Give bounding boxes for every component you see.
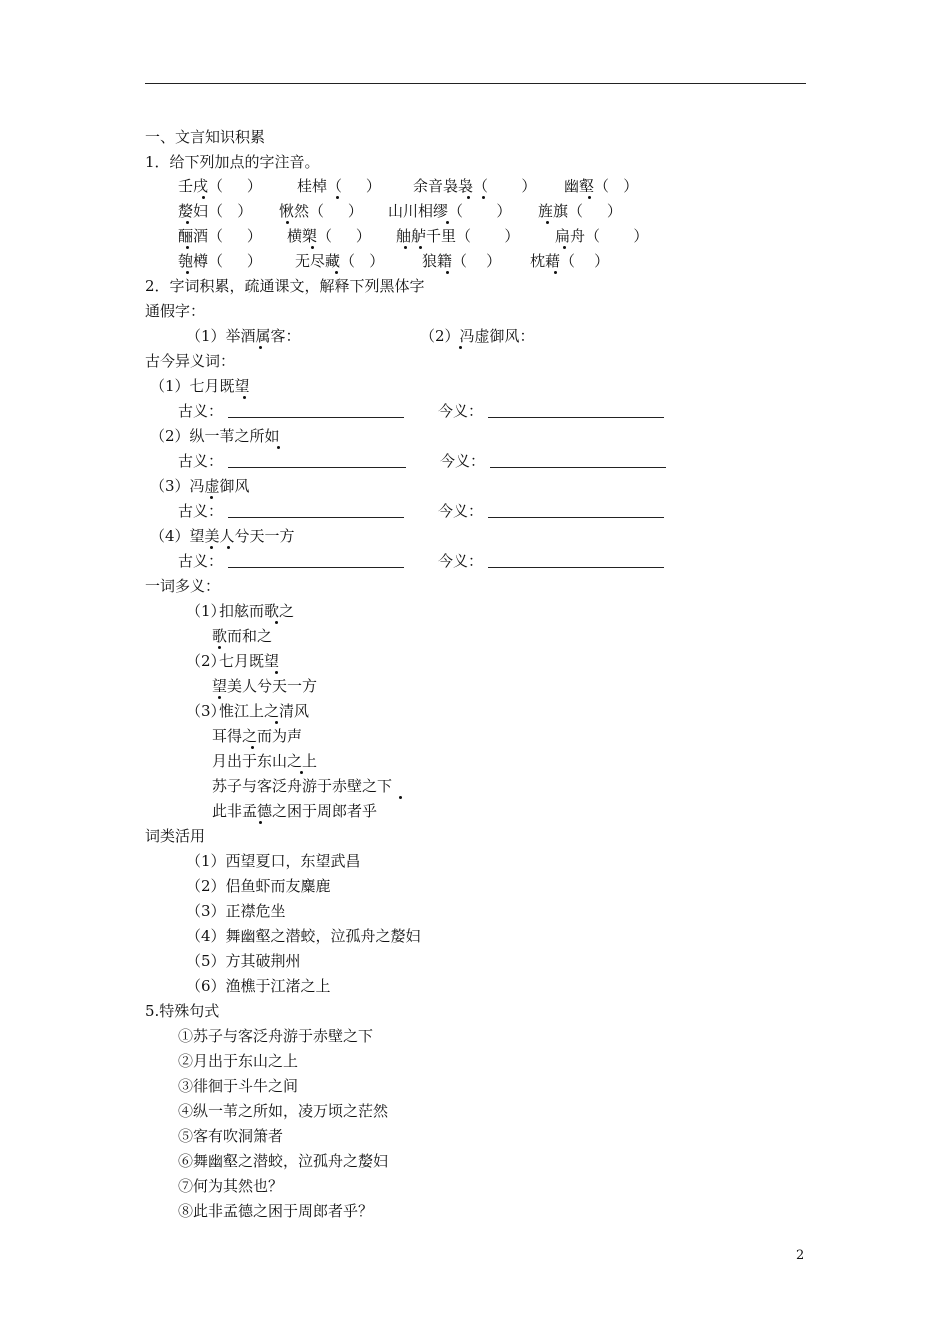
new-meaning-label: 今义： — [438, 402, 484, 420]
polysemy-line: 惟江上之清风 — [219, 702, 310, 720]
new-meaning-label: 今义： — [440, 452, 486, 470]
q1-item: 枕藉（ ） — [530, 252, 610, 270]
old-meaning-label: 古义： — [178, 452, 224, 470]
new-meaning-blank[interactable] — [490, 451, 666, 468]
emphasis-dot — [210, 546, 213, 549]
emphasis-dot — [404, 246, 407, 249]
cilei-item: （6）渔樵于江渚之上 — [186, 977, 331, 995]
emphasis-dot — [563, 246, 566, 249]
q1-item: 幽壑（ ） — [564, 177, 639, 195]
cilei-item: （4）舞幽壑之潜蛟，泣孤舟之嫠妇 — [186, 927, 421, 945]
cilei-item: （1）西望夏口，东望武昌 — [186, 852, 361, 870]
tongjiazi-item: （1）举酒属客： — [186, 327, 301, 345]
sentence-item: ④纵一苇之所如，凌万顷之茫然 — [178, 1102, 389, 1120]
emphasis-dot — [300, 771, 303, 774]
sentence-item: ②月出于东山之上 — [178, 1052, 299, 1070]
sentence-item: ①苏子与客泛舟游于赤壁之下 — [178, 1027, 374, 1045]
emphasis-dot — [399, 796, 402, 799]
q1-item: 壬戌（ ） — [178, 177, 262, 195]
emphasis-dot — [335, 271, 338, 274]
old-meaning-label: 古义： — [178, 552, 224, 570]
emphasis-dot — [243, 396, 246, 399]
polysemy-line: 耳得之而为声 — [212, 727, 303, 745]
old-meaning-blank[interactable] — [228, 401, 404, 418]
q1-item: 愀然（ ） — [279, 202, 363, 220]
emphasis-dot — [218, 696, 221, 699]
emphasis-dot — [186, 221, 189, 224]
old-meaning-label: 古义： — [178, 502, 224, 520]
sentence-item: ⑦何为其然也？ — [178, 1177, 284, 1195]
q1-item: 狼籍（ ） — [422, 252, 502, 270]
emphasis-dot — [446, 221, 449, 224]
q1-item: 舳舻千里（ ） — [396, 227, 520, 245]
emphasis-dot — [275, 671, 278, 674]
polysemy-line: 苏子与客泛舟游于赤壁之下 — [212, 777, 393, 795]
old-meaning-blank[interactable] — [228, 551, 404, 568]
emphasis-dot — [546, 221, 549, 224]
gujin-phrase: （2）纵一苇之所如 — [150, 427, 280, 445]
sentence-item: ⑧此非孟德之困于周郎者乎？ — [178, 1202, 374, 1220]
old-meaning-blank[interactable] — [228, 451, 406, 468]
q2-heading: 2．字词积累，疏通课文，解释下列黑体字 — [145, 277, 425, 295]
polysemy-num: （3） — [186, 702, 226, 720]
polysemy-line: 歌而和之 — [212, 627, 273, 645]
polysemy-num: （1） — [186, 602, 226, 620]
emphasis-dot — [336, 196, 339, 199]
gujin-phrase: （3）冯虚御风 — [150, 477, 250, 495]
q1-heading: 1．给下列加点的字注音。 — [145, 153, 320, 171]
emphasis-dot — [419, 246, 422, 249]
q1-item: 横槊（ ） — [287, 227, 371, 245]
cilei-item: （5）方其破荆州 — [186, 952, 301, 970]
polysemy-num: （2） — [186, 652, 226, 670]
emphasis-dot — [259, 821, 262, 824]
gujin-phrase: （4）望美人兮天一方 — [150, 527, 295, 545]
q1-item: 酾酒（ ） — [178, 227, 262, 245]
polysemy-line: 此非孟德之困于周郎者乎 — [212, 802, 378, 820]
gujin-phrase: （1）七月既望 — [150, 377, 250, 395]
q1-item: 旌旗（ ） — [538, 202, 622, 220]
emphasis-dot — [186, 246, 189, 249]
emphasis-dot — [311, 246, 314, 249]
emphasis-dot — [588, 196, 591, 199]
polysemy-line: 望美人兮天一方 — [212, 677, 318, 695]
tongjiazi-item: （2）冯虚御风： — [420, 327, 535, 345]
q1-item: 匏樽（ ） — [178, 252, 262, 270]
sentence-item: ⑥舞幽壑之潜蛟，泣孤舟之嫠妇 — [178, 1152, 389, 1170]
q1-item: 无尽藏（ ） — [295, 252, 385, 270]
new-meaning-label: 今义： — [438, 502, 484, 520]
gujin-label: 古今异义词： — [145, 352, 236, 370]
header-rule — [145, 83, 806, 84]
emphasis-dot — [482, 196, 485, 199]
q1-item: 嫠妇（ ） — [178, 202, 253, 220]
new-meaning-blank[interactable] — [488, 551, 664, 568]
q1-item: 桂棹（ ） — [297, 177, 381, 195]
q1-item: 山川相缪（ ） — [388, 202, 512, 220]
emphasis-dot — [467, 196, 470, 199]
emphasis-dot — [459, 346, 462, 349]
emphasis-dot — [554, 271, 557, 274]
cilei-label: 词类活用 — [145, 827, 206, 845]
emphasis-dot — [210, 496, 213, 499]
new-meaning-label: 今义： — [438, 552, 484, 570]
emphasis-dot — [186, 271, 189, 274]
q1-item: 余音袅袅（ ） — [413, 177, 537, 195]
emphasis-dot — [286, 221, 289, 224]
q1-item: 扁舟（ ） — [555, 227, 649, 245]
emphasis-dot — [227, 546, 230, 549]
emphasis-dot — [251, 746, 254, 749]
new-meaning-blank[interactable] — [488, 501, 664, 518]
page-number: 2 — [796, 1248, 805, 1263]
yiciduoyi-label: 一词多义： — [145, 577, 221, 595]
tongjiazi-label: 通假字： — [145, 302, 206, 320]
emphasis-dot — [275, 621, 278, 624]
sentence-item: ⑤客有吹洞箫者 — [178, 1127, 284, 1145]
emphasis-dot — [259, 346, 262, 349]
polysemy-line: 扣舷而歌之 — [219, 602, 295, 620]
old-meaning-label: 古义： — [178, 402, 224, 420]
section-title: 一、文言知识积累 — [145, 128, 266, 146]
emphasis-dot — [218, 646, 221, 649]
sentence-item: ③徘徊于斗牛之间 — [178, 1077, 299, 1095]
q5-heading: 5.特殊句式 — [145, 1002, 220, 1020]
emphasis-dot — [275, 721, 278, 724]
polysemy-line: 月出于东山之上 — [212, 752, 318, 770]
cilei-item: （3）正襟危坐 — [186, 902, 286, 920]
cilei-item: （2）侣鱼虾而友麋鹿 — [186, 877, 331, 895]
emphasis-dot — [202, 196, 205, 199]
emphasis-dot — [446, 271, 449, 274]
emphasis-dot — [277, 446, 280, 449]
new-meaning-blank[interactable] — [488, 401, 664, 418]
old-meaning-blank[interactable] — [228, 501, 404, 518]
polysemy-line: 七月既望 — [219, 652, 280, 670]
